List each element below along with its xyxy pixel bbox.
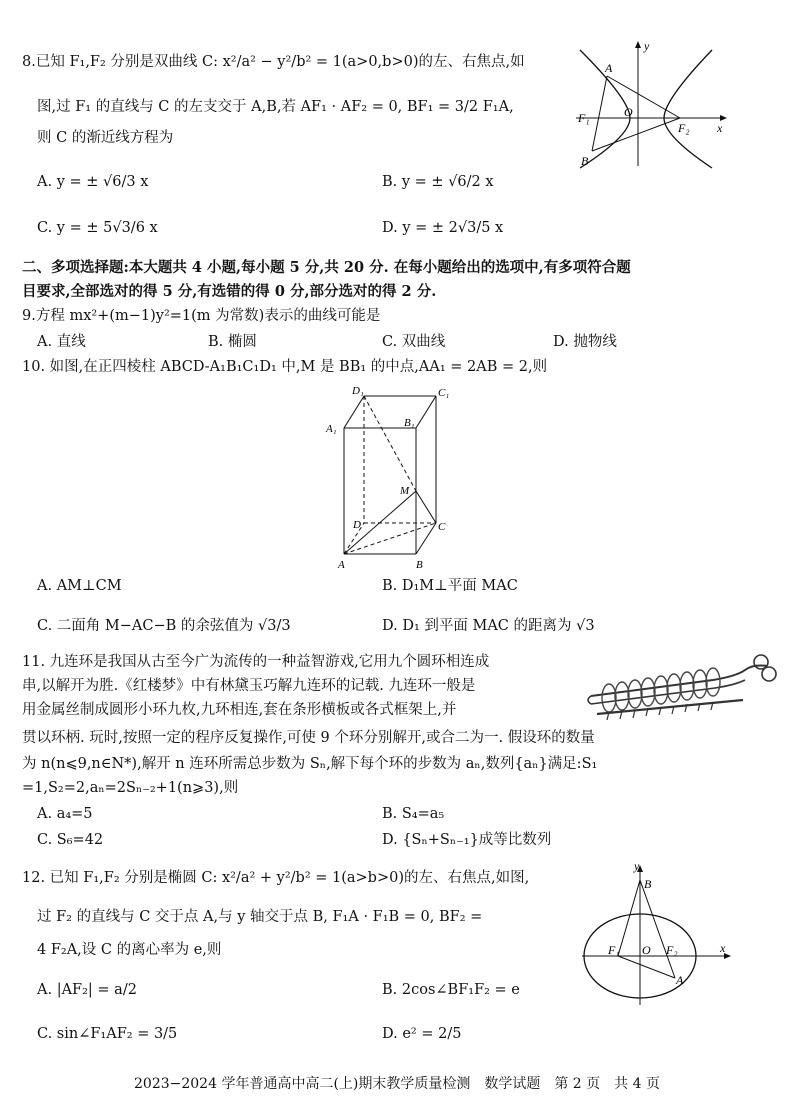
q9-option-c: C. 双曲线 xyxy=(382,334,446,350)
q11-option-b: B. S₄=a₅ xyxy=(382,806,445,822)
q8-fig-label-b: B xyxy=(581,154,589,168)
q8-stem-line1: 8.已知 F₁,F₂ 分别是双曲线 C: x²/a² − y²/b² = 1(a>0,b>0)的左、右焦点,如 xyxy=(22,54,525,70)
q9-option-d: D. 抛物线 xyxy=(553,334,617,350)
section2-instruction-line2: 目要求,全部选对的得 5 分,有选错的得 0 分,部分选对的得 2 分. xyxy=(22,283,437,300)
q8-fig-label-a: A xyxy=(605,61,613,75)
q10-option-d: D. D₁ 到平面 MAC 的距离为 √3 xyxy=(382,618,595,634)
q8-option-d: D. y = ± 2√3/5 x xyxy=(382,220,504,236)
q8-fig-label-x: x xyxy=(717,121,723,135)
q8-fig-label-o: O xyxy=(624,105,633,119)
q10-fig-label-c1: C₁ xyxy=(438,387,450,399)
q11-stem-line1: 11. 九连环是我国从古至今广为流传的一种益智游戏,它用九个圆环相连成 xyxy=(22,654,490,670)
nine-rings-puzzle-image xyxy=(585,652,780,727)
q12-option-d: D. e² = 2/5 xyxy=(382,1026,462,1042)
q12-option-c: C. sin∠F₁AF₂ = 3/5 xyxy=(37,1026,178,1042)
q8-fig-label-f2: F₂ xyxy=(678,121,690,135)
q8-option-c: C. y = ± 5√3/6 x xyxy=(37,220,158,236)
q10-option-a: A. AM⊥CM xyxy=(37,578,122,594)
q12-fig-label-b: B xyxy=(644,877,652,891)
page-footer: 2023−2024 学年普通高中高二(上)期末教学质量检测 数学试题 第 2 页 共 4 页 xyxy=(134,1076,660,1092)
q8-stem-line3: 则 C 的渐近线方程为 xyxy=(37,130,174,146)
q10-fig-label-m: M xyxy=(400,485,410,497)
q12-fig-label-f1: F₁ xyxy=(608,943,620,957)
q11-stem-line2: 串,以解开为胜.《红楼梦》中有林黛玉巧解九连环的记载. 九连环一般是 xyxy=(22,678,476,694)
q10-fig-label-a: A xyxy=(338,559,345,571)
q10-fig-label-a1: A₁ xyxy=(326,423,337,435)
q10-option-b: B. D₁M⊥平面 MAC xyxy=(382,578,518,594)
q9-stem: 9.方程 mx²+(m−1)y²=1(m 为常数)表示的曲线可能是 xyxy=(22,308,381,324)
q8-fig-label-y: y xyxy=(644,39,650,53)
q11-option-a: A. a₄=5 xyxy=(37,806,93,822)
q12-option-a: A. |AF₂| = a/2 xyxy=(37,982,137,998)
q11-option-c: C. S₆=42 xyxy=(37,832,104,848)
q8-stem-line2: 图,过 F₁ 的直线与 C 的左支交于 A,B,若 AF₁ · AF₂ = 0, BF₁ = 3/2 F₁A, xyxy=(37,99,514,115)
q11-option-d: D. {Sₙ+Sₙ₋₁}成等比数列 xyxy=(382,832,552,848)
q11-stem-line3: 用金属丝制成圆形小环九枚,九环相连,套在条形横板或各式框架上,并 xyxy=(22,702,457,718)
q10-fig-label-c: C xyxy=(438,521,446,533)
q10-option-c: C. 二面角 M−AC−B 的余弦值为 √3/3 xyxy=(37,618,291,634)
q11-stem-line5: 为 n(n⩽9,n∈N*),解开 n 连环所需总步数为 Sₙ,解下每个环的步数为 aₙ,数列{aₙ}满足:S₁ xyxy=(22,756,598,772)
q11-stem-line6: =1,S₂=2,aₙ=2Sₙ₋₂+1(n⩾3),则 xyxy=(22,780,239,796)
q8-fig-label-f1: F₁ xyxy=(578,111,590,125)
q12-fig-label-y: y xyxy=(634,860,640,873)
q10-fig-label-b1: B₁ xyxy=(404,417,415,429)
q10-fig-label-d1: D₁ xyxy=(352,385,364,397)
q12-stem-line1: 12. 已知 F₁,F₂ 分别是椭圆 C: x²/a² + y²/b² = 1(a>b>0)的左、右焦点,如图, xyxy=(22,870,530,886)
section2-instruction-line1: 二、多项选择题:本大题共 4 小题,每小题 5 分,共 20 分. 在每小题给出的选项中,有多项符合题 xyxy=(22,259,631,276)
q11-stem-line4: 贯以环柄. 玩时,按照一定的程序反复操作,可使 9 个环分别解开,或合二为一. 假设环的数量 xyxy=(22,730,595,746)
q12-fig-label-a: A xyxy=(676,973,684,987)
q9-option-b: B. 椭圆 xyxy=(208,334,257,350)
q12-ellipse-figure xyxy=(578,860,738,1010)
q12-stem-line3: 4 F₂A,设 C 的离心率为 e,则 xyxy=(37,942,222,958)
q8-hyperbola-figure xyxy=(572,38,730,173)
q8-option-b: B. y = ± √6/2 x xyxy=(382,174,494,190)
q10-prism-figure xyxy=(320,380,470,575)
q12-fig-label-f2: F₂ xyxy=(666,943,678,957)
q12-fig-label-x: x xyxy=(720,941,726,955)
q8-option-a: A. y = ± √6/3 x xyxy=(37,174,149,190)
q10-fig-label-d: D xyxy=(353,519,361,531)
q12-stem-line2: 过 F₂ 的直线与 C 交于点 A,与 y 轴交于点 B, F₁A · F₁B = 0, BF₂ = xyxy=(37,909,483,925)
q9-option-a: A. 直线 xyxy=(37,334,86,350)
q12-option-b: B. 2cos∠BF₁F₂ = e xyxy=(382,982,520,998)
q10-stem: 10. 如图,在正四棱柱 ABCD-A₁B₁C₁D₁ 中,M 是 BB₁ 的中点,AA₁ = 2AB = 2,则 xyxy=(22,359,548,375)
q10-fig-label-b: B xyxy=(416,559,423,571)
q12-fig-label-o: O xyxy=(642,943,651,957)
